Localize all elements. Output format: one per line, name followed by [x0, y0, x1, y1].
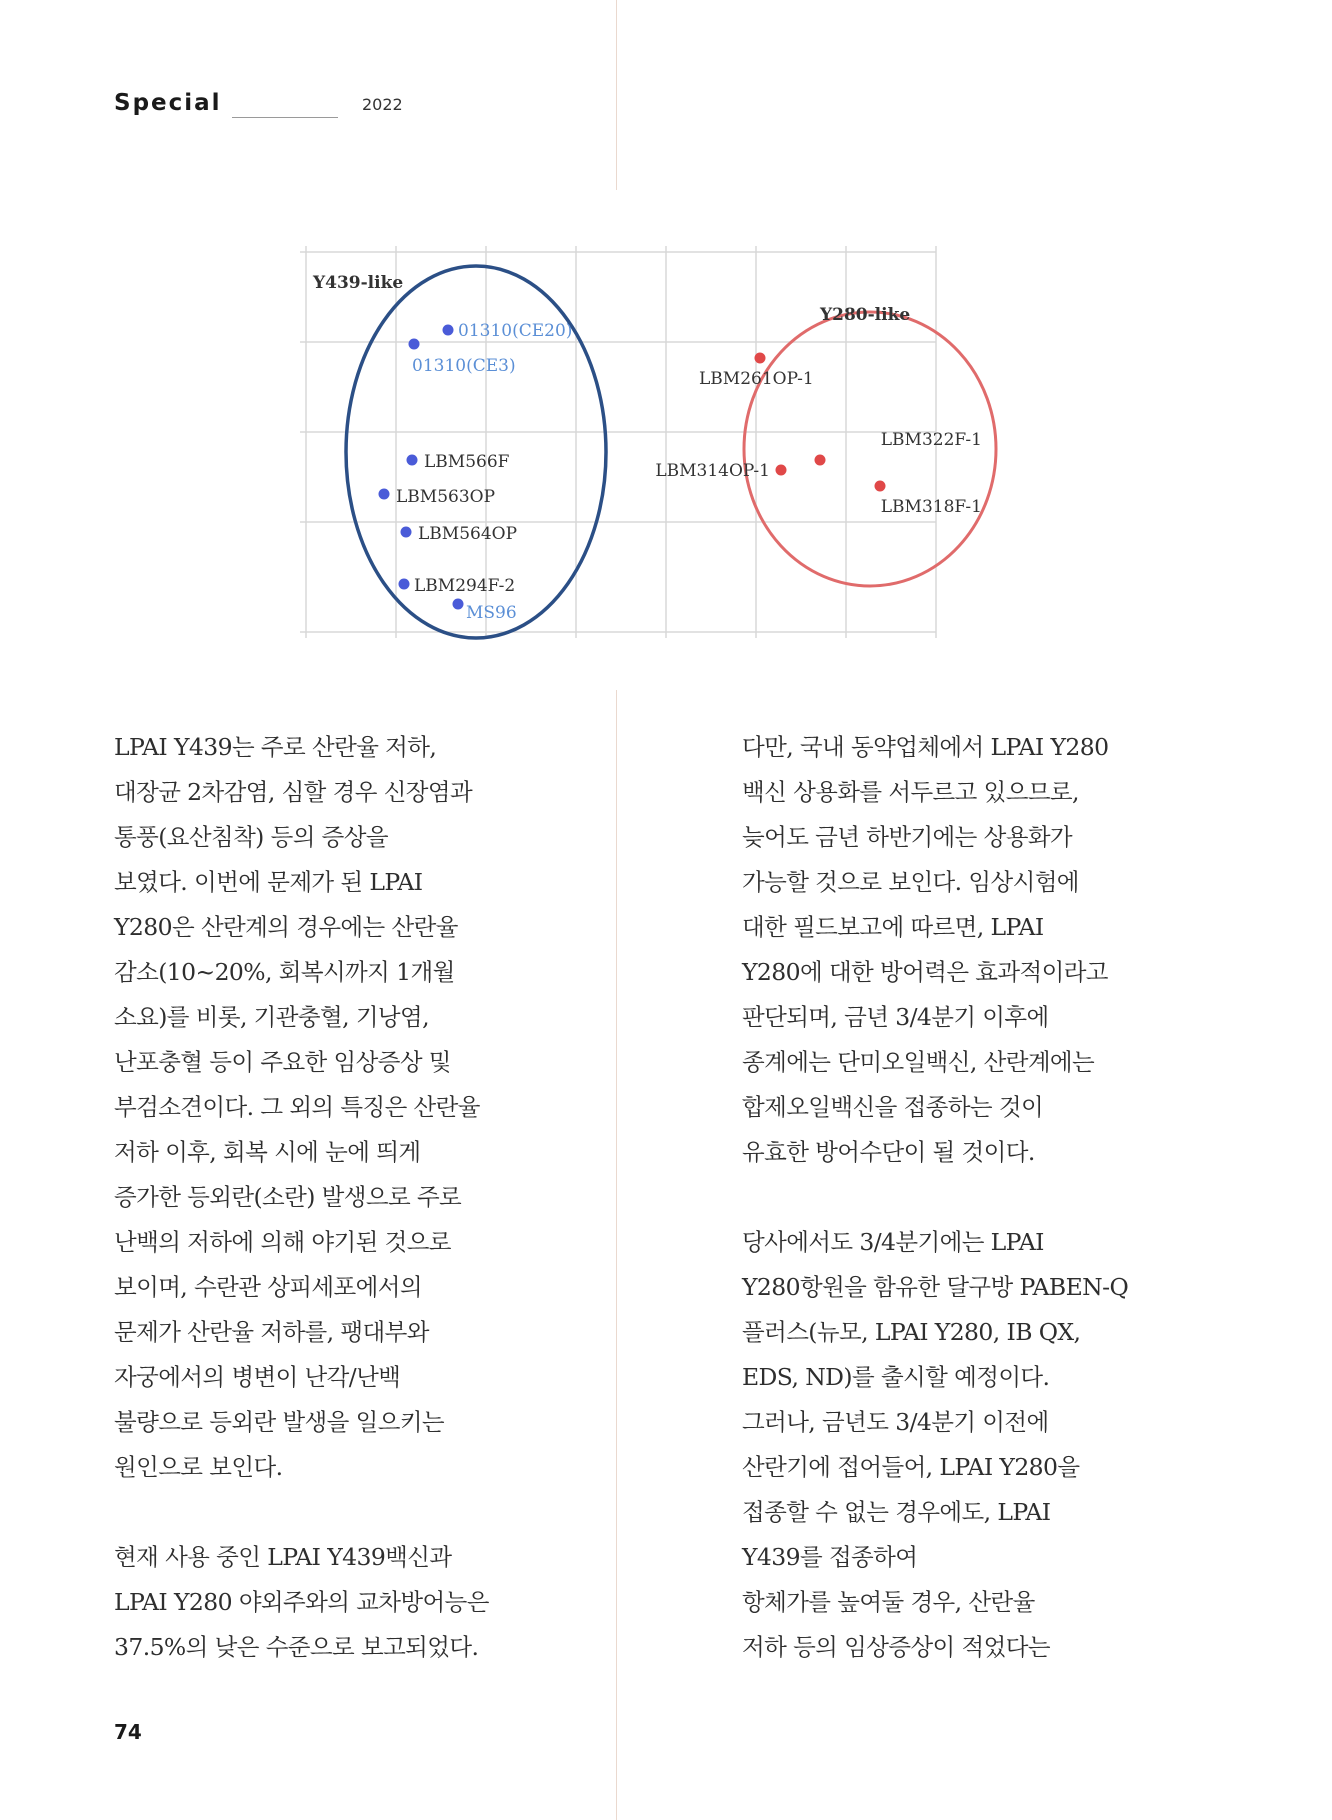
point-label: LBM322F-1	[880, 430, 982, 450]
text-line: LPAI Y439는 주로 산란율 저하,	[114, 733, 437, 761]
cluster-plot	[296, 242, 982, 648]
text-line: 저하 등의 임상증상이 적었다는	[742, 1633, 1050, 1661]
center-divider-top	[616, 0, 617, 190]
center-divider-bottom	[616, 690, 617, 1820]
text-line: 난백의 저하에 의해 야기된 것으로	[114, 1228, 451, 1256]
point-label: 01310(CE3)	[412, 356, 516, 376]
header-rule	[232, 117, 338, 118]
text-line: 대장균 2차감염, 심할 경우 신장염과	[114, 778, 473, 806]
text-line: 자궁에서의 병변이 난각/난백	[114, 1363, 401, 1391]
data-point	[453, 599, 464, 610]
text-line: Y280은 산란계의 경우에는 산란율	[114, 913, 458, 941]
text-line: 통풍(요산침착) 등의 증상을	[114, 823, 388, 851]
right-paragraph-1	[742, 725, 1212, 1175]
point-label: 01310(CE20)	[458, 321, 573, 341]
text-line: 소요)를 비롯, 기관충혈, 기낭염,	[114, 1003, 429, 1031]
data-point	[409, 339, 420, 350]
text-line: 백신 상용화를 서두르고 있으므로,	[742, 778, 1079, 806]
point-label: LBM314OP-1	[655, 461, 770, 481]
data-point	[776, 465, 787, 476]
data-point	[755, 353, 766, 364]
text-line: 그러나, 금년도 3/4분기 이전에	[742, 1408, 1049, 1436]
data-point	[407, 455, 418, 466]
text-line: 보였다. 이번에 문제가 된 LPAI	[114, 868, 423, 896]
text-line: Y280에 대한 방어력은 효과적이라고	[742, 958, 1108, 986]
y280-like-label: Y280-like	[820, 305, 911, 325]
text-line: Y280항원을 함유한 달구방 PABEN-Q	[742, 1273, 1129, 1301]
text-line: 접종할 수 없는 경우에도, LPAI	[742, 1498, 1051, 1526]
text-line: 난포충혈 등이 주요한 임상증상 및	[114, 1048, 451, 1076]
text-line: Y439를 접종하여	[742, 1543, 918, 1571]
data-point	[815, 455, 826, 466]
text-line: 문제가 산란율 저하를, 팽대부와	[114, 1318, 429, 1346]
text-line: LPAI Y280 야외주와의 교차방어능은	[114, 1588, 489, 1616]
text-line: 합제오일백신을 접종하는 것이	[742, 1093, 1044, 1121]
right-column	[742, 725, 1212, 1670]
left-column	[114, 725, 554, 1670]
point-label: LBM563OP	[396, 487, 496, 507]
left-paragraph-1	[114, 725, 554, 1490]
text-line: 부검소견이다. 그 외의 특징은 산란율	[114, 1093, 480, 1121]
text-line: 불량으로 등외란 발생을 일으키는	[114, 1408, 445, 1436]
text-line: 다만, 국내 동약업체에서 LPAI Y280	[742, 733, 1109, 761]
text-line: 보이며, 수란관 상피세포에서의	[114, 1273, 422, 1301]
y439-points	[379, 321, 573, 623]
page-number: 74	[114, 1720, 142, 1744]
text-line: 저하 이후, 회복 시에 눈에 띄게	[114, 1138, 421, 1166]
text-line: 증가한 등외란(소란) 발생으로 주로	[114, 1183, 462, 1211]
point-label: LBM261OP-1	[699, 369, 814, 389]
text-line: 유효한 방어수단이 될 것이다.	[742, 1138, 1035, 1166]
right-paragraph-2	[742, 1220, 1212, 1670]
y439-like-label: Y439-like	[313, 273, 404, 293]
point-label: LBM566F	[424, 452, 510, 472]
data-point	[399, 579, 410, 590]
text-line: 종계에는 단미오일백신, 산란계에는	[742, 1048, 1095, 1076]
text-line: 산란기에 접어들어, LPAI Y280을	[742, 1453, 1080, 1481]
text-line: 늦어도 금년 하반기에는 상용화가	[742, 823, 1073, 851]
text-line: 당사에서도 3/4분기에는 LPAI	[742, 1228, 1044, 1256]
text-line: 항체가를 높여둘 경우, 산란율	[742, 1588, 1035, 1616]
data-point	[875, 481, 886, 492]
text-line: EDS, ND)를 출시할 예정이다.	[742, 1363, 1050, 1391]
text-line: 원인으로 보인다.	[114, 1453, 283, 1481]
text-line: 판단되며, 금년 3/4분기 이후에	[742, 1003, 1049, 1031]
left-paragraph-2	[114, 1535, 554, 1670]
text-line: 37.5%의 낮은 수준으로 보고되었다.	[114, 1633, 479, 1661]
y280-points	[655, 353, 982, 518]
point-label: LBM294F-2	[414, 576, 516, 596]
point-label: LBM318F-1	[880, 497, 982, 517]
text-line: 감소(10~20%, 회복시까지 1개월	[114, 958, 455, 986]
section-label: Special	[114, 90, 222, 116]
data-point	[401, 527, 412, 538]
text-line: 대한 필드보고에 따르면, LPAI	[742, 913, 1044, 941]
point-label: MS96	[466, 603, 517, 623]
text-line: 플러스(뉴모, LPAI Y280, IB QX,	[742, 1318, 1081, 1346]
text-line: 현재 사용 중인 LPAI Y439백신과	[114, 1543, 452, 1571]
cluster-figure	[296, 242, 982, 648]
point-label: LBM564OP	[418, 524, 518, 544]
data-point	[443, 325, 454, 336]
data-point	[379, 489, 390, 500]
header-year: 2022	[362, 95, 403, 114]
text-line: 가능할 것으로 보인다. 임상시험에	[742, 868, 1079, 896]
